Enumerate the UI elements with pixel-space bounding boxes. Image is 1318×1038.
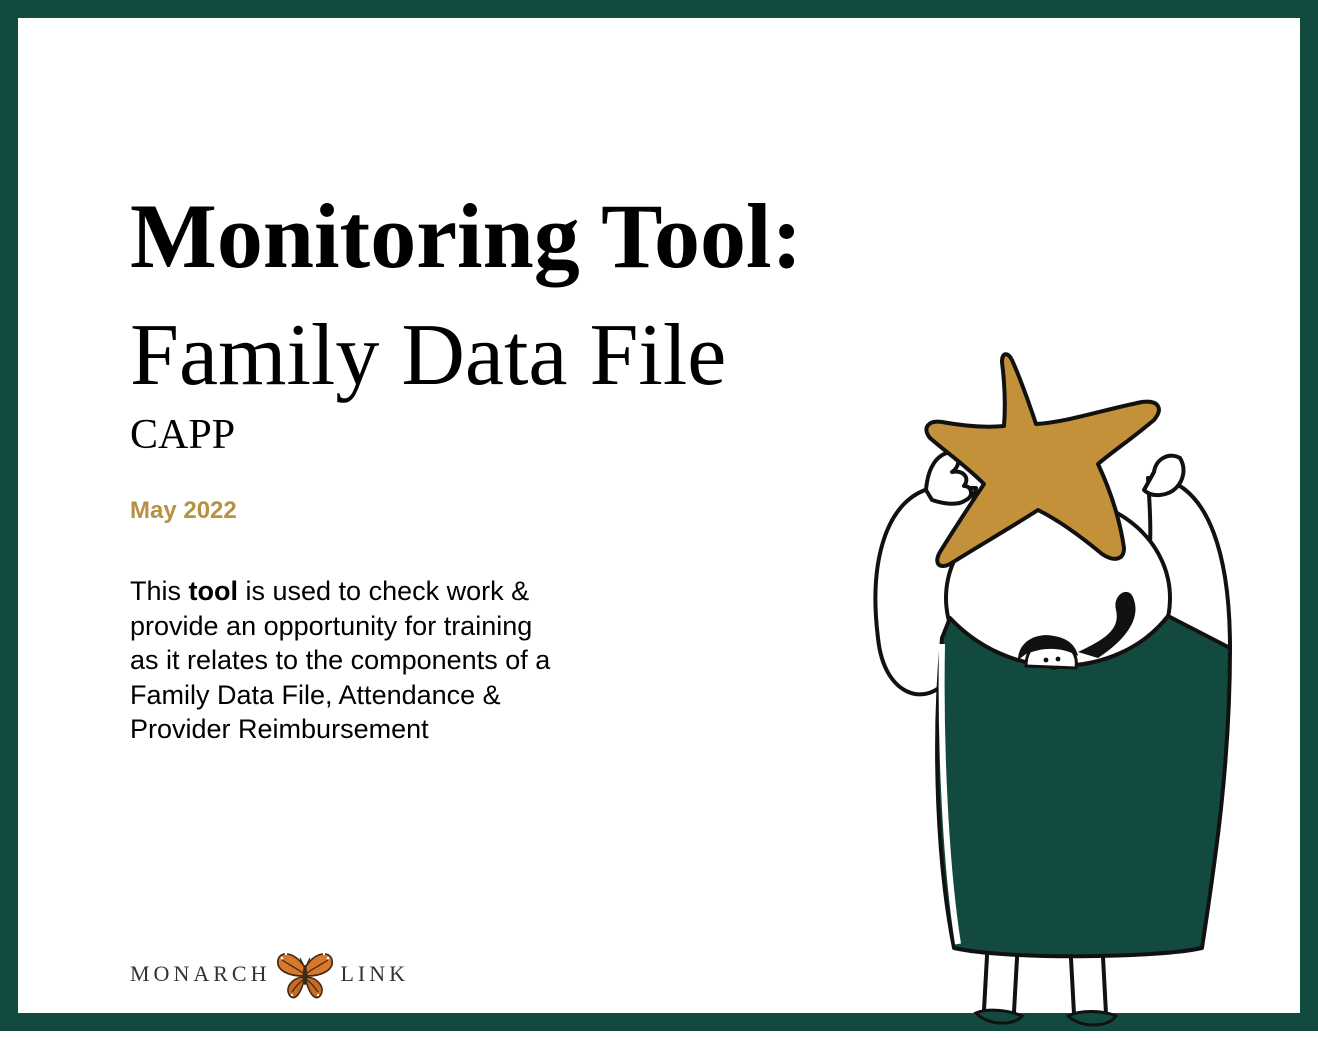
publication-date: May 2022 (130, 497, 237, 524)
document-subtitle: Family Data File (130, 307, 727, 404)
description-start: This (130, 576, 189, 606)
description-bold: tool (188, 576, 238, 606)
logo-word-left: MONARCH (130, 961, 271, 986)
person-holding-star-illustration (858, 348, 1258, 1038)
logo-word-right: LINK (340, 961, 410, 986)
shirt (937, 616, 1230, 956)
program-name: CAPP (130, 412, 236, 458)
monarch-link-logo (130, 946, 409, 1002)
document-title: Monitoring Tool: (130, 185, 803, 287)
description-end: is used to check work & provide an opportunity for training as it relates to the components of a Family Data File, Attendance & Provider Reimbursement (130, 576, 551, 744)
butterfly-icon (274, 946, 336, 1002)
shoes (976, 1010, 1116, 1025)
description (130, 574, 560, 747)
